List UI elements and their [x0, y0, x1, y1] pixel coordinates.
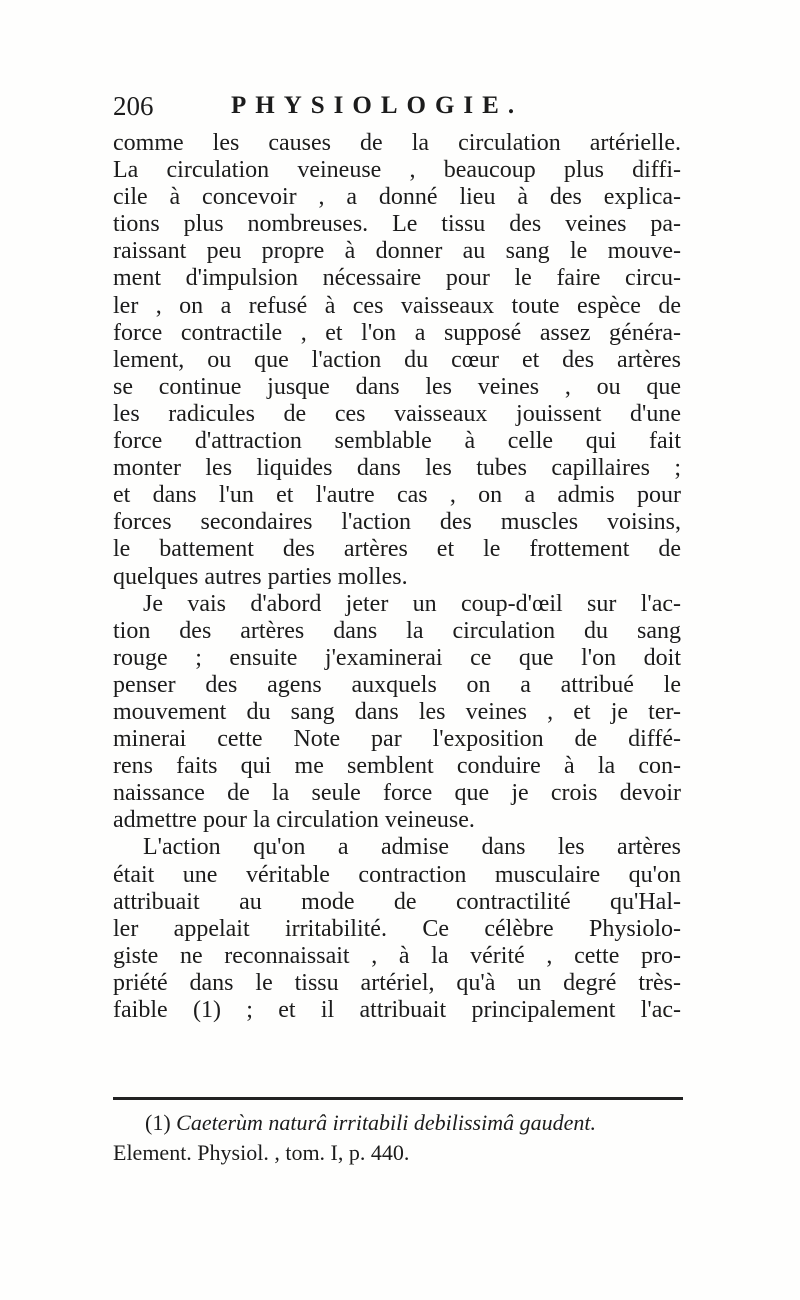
- text-line: raissant peu propre à donner au sang le mouve-: [113, 238, 681, 265]
- text-line: ment d'impulsion nécessaire pour le faire circu-: [113, 265, 681, 292]
- text-line: giste ne reconnaissait , à la vérité , cette pro-: [113, 942, 681, 969]
- text-line: forces secondaires l'action des muscles voisins,: [113, 509, 681, 536]
- footnotes: [113, 1108, 683, 1168]
- text-line: ler appelait irritabilité. Ce célèbre Physiolo-: [113, 915, 681, 942]
- text-line: les radicules de ces vaisseaux jouissent d'une: [113, 400, 681, 427]
- text-line: faible (1) ; et il attribuait principalement l'ac-: [113, 997, 681, 1023]
- footnote-quote: Caeterùm naturâ irritabili debilissimâ gaudent.: [176, 1110, 596, 1135]
- text-line: La circulation veineuse , beaucoup plus diffi-: [113, 157, 681, 184]
- text-line: rouge ; ensuite j'examinerai ce que l'on doit: [113, 644, 681, 671]
- text-line: ler , on a refusé à ces vaisseaux toute espèce de: [113, 292, 681, 319]
- text-line: admettre pour la circulation veineuse.: [113, 807, 475, 834]
- body-text: [113, 130, 681, 1024]
- text-line: minerai cette Note par l'exposition de diffé-: [113, 726, 681, 753]
- text-line: force d'attraction semblable à celle qui fait: [113, 428, 681, 455]
- running-title: PHYSIOLOGIE.: [231, 92, 524, 119]
- text-line: cile à concevoir , a donné lieu à des explica-: [113, 184, 681, 211]
- text-line: se continue jusque dans les veines , ou que: [113, 373, 681, 400]
- text-line: le battement des artères et le frottement de: [113, 536, 681, 563]
- page-header: [113, 86, 693, 126]
- text-line: mouvement du sang dans les veines , et je ter-: [113, 698, 681, 725]
- page-number: 206: [113, 91, 154, 121]
- footnote-line: Element. Physiol. , tom. I, p. 440.: [113, 1140, 410, 1165]
- text-line: lement, ou que l'action du cœur et des artères: [113, 346, 681, 373]
- text-line: priété dans le tissu artériel, qu'à un degré très-: [113, 969, 681, 996]
- text-line: L'action qu'on a admise dans les artères: [143, 834, 681, 861]
- text-line: monter les liquides dans les tubes capillaires ;: [113, 455, 681, 482]
- footnote-divider: [113, 1097, 683, 1100]
- text-line: naissance de la seule force que je crois devoir: [113, 780, 681, 807]
- footnote-marker: (1): [145, 1110, 171, 1135]
- footnote-line: [113, 1108, 683, 1138]
- text-line: comme les causes de la circulation artérielle.: [113, 130, 681, 156]
- text-line: rens faits qui me semblent conduire à la con-: [113, 753, 681, 780]
- text-line: tion des artères dans la circulation du sang: [113, 617, 681, 644]
- text-line: penser des agens auxquels on a attribué le: [113, 671, 681, 698]
- text-line: et dans l'un et l'autre cas , on a admis pour: [113, 482, 681, 509]
- text-line: était une véritable contraction musculaire qu'on: [113, 861, 681, 888]
- text-line: attribuait au mode de contractilité qu'Hal-: [113, 888, 681, 915]
- text-line: tions plus nombreuses. Le tissu des veines pa-: [113, 211, 681, 238]
- text-line: Je vais d'abord jeter un coup-d'œil sur l'ac-: [143, 590, 681, 617]
- text-line: force contractile , et l'on a supposé assez généra-: [113, 319, 681, 346]
- text-line: quelques autres parties molles.: [113, 563, 408, 590]
